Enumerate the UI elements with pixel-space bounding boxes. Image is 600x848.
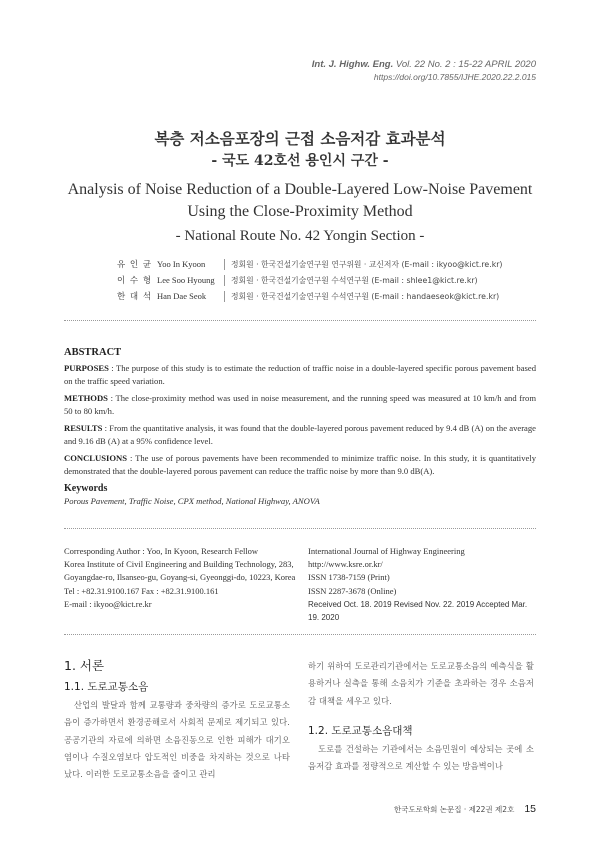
pub-dates: Received Oct. 18. 2019 Revised Nov. 22. 2019 Accepted Mar. 19. 2020 [308, 599, 528, 623]
conclusions-label: CONCLUSIONS [64, 453, 128, 463]
author-affiliation: 정회원 · 한국건설기술연구원 수석연구원 (E-mail : shlee1@kict.re.kr) [231, 275, 478, 285]
author-name-english: Lee Soo Hyoung [157, 275, 215, 285]
author-name-korean: 이 수 형 [117, 276, 153, 286]
page-number: 15 [524, 803, 536, 815]
journal-volume: Vol. 22 No. 2 : 15-22 APRIL 2020 [393, 59, 536, 70]
subtitle-english: - National Route No. 42 Yongin Section - [175, 228, 425, 244]
footer-journal: 한국도로학회 논문집 · 제22권 제2호 [393, 804, 515, 814]
abstract-methods [64, 392, 536, 418]
author-row [117, 288, 502, 304]
methods-label: METHODS [64, 393, 108, 403]
keywords-heading: Keywords [64, 483, 108, 494]
title-english-line1: Analysis of Noise Reduction of a Double-Layered Low-Noise Pavement [67, 181, 533, 198]
author-row [117, 272, 502, 288]
title-korean: 복층 저소음포장의 근접 소음저감 효과분석 [154, 129, 446, 148]
author-divider [224, 259, 225, 270]
pub-website[interactable]: http://www.ksre.or.kr/ [308, 559, 383, 570]
methods-text: : The close-proximity method was used in noise measurement, and the running speed was measured at 10 km/h and from 50 to 80 km/h. [64, 393, 536, 416]
results-text: : From the quantitative analysis, it was found that the double-layered porous pavement reduced by 9.4 dB (A) on the average and 9.16 dB (A) at a 95% confidence level. [64, 423, 536, 446]
journal-header [312, 58, 536, 84]
subsection-heading: 1.1. 도로교통소음 [64, 681, 149, 693]
body-paragraph: 산업의 발달과 함께 교통량과 중차량의 증가로 도로교통소음이 증가하면서 환경공해로서 사회적 문제로 제기되고 있다. 공공기관의 자료에 의하면 소음진동으로 인한 피해가 대기오염이나 수질오염보다 압도적인 비중을 차지하는 것으로 나타났다. 이러한 도로교통소음을 줄이고 관리 [64, 700, 290, 780]
conclusions-text: : The use of porous pavements have been recommended to minimize traffic noise. In this study, it is quantitatively demonstrated that the double-layered porous pavement can reduce the traffic noise by more than 9.0 dB(A). [64, 453, 536, 476]
author-name-english: Han Dae Seok [157, 291, 207, 301]
title-english-line2: Using the Close-Proximity Method [187, 203, 413, 220]
section-divider [64, 528, 536, 529]
author-name-english: Yoo In Kyoon [157, 259, 206, 269]
journal-citation [312, 58, 536, 71]
abstract-results [64, 422, 536, 448]
author-affiliation: 정회원 · 한국건설기술연구원 수석연구원 (E-mail : handaeseok@kict.re.kr) [231, 291, 500, 301]
corresponding-author-block [64, 545, 304, 611]
corr-line: Korea Institute of Civil Engineering and Building Technology, 283, [64, 559, 294, 570]
abstract-purposes [64, 362, 536, 388]
author-divider [224, 275, 225, 286]
subtitle-korean: - 국도 42호선 용인시 구간 - [211, 153, 389, 169]
doi-link[interactable]: https://doi.org/10.7855/IJHE.2020.22.2.015 [373, 72, 536, 82]
body-paragraph: 도로를 건설하는 기관에서는 소음민원이 예상되는 곳에 소음저감 효과를 정량적으로 계산할 수 있는 방음벽이나 [308, 743, 534, 772]
author-name-korean: 유 인 균 [117, 260, 153, 270]
pub-issn-print: ISSN 1738-7159 (Print) [308, 572, 390, 583]
corr-line: Tel : +82.31.9100.167 Fax : +82.31.9100.161 [64, 585, 219, 596]
abstract-section [64, 346, 536, 508]
page-footer [394, 803, 536, 815]
keywords-text: Porous Pavement, Traffic Noise, CPX method, National Highway, ANOVA [64, 496, 320, 506]
author-row [117, 256, 502, 272]
body-column-right [308, 658, 534, 775]
journal-name: Int. J. Highw. Eng. [311, 59, 394, 70]
subsection-heading: 1.2. 도로교통소음대책 [308, 724, 413, 737]
purposes-text: : The purpose of this study is to estimate the reduction of traffic noise in a double-layered specific porous pavement based on the traffic speed variation. [64, 363, 536, 386]
author-affiliation: 정회원 · 한국건설기술연구원 연구위원 · 교신저자 (E-mail : ikyoo@kict.re.kr) [231, 259, 503, 269]
body-column-left [64, 658, 290, 783]
author-name-korean: 한 대 석 [117, 292, 153, 302]
section-divider [64, 320, 536, 321]
section-divider [64, 634, 536, 635]
corr-email[interactable]: E-mail : ikyoo@kict.re.kr [64, 598, 152, 609]
author-list [117, 256, 502, 304]
pub-journal: International Journal of Highway Engineering [308, 546, 465, 556]
abstract-heading: ABSTRACT [64, 347, 122, 358]
corr-line: Goyangdae-ro, Ilsanseo-gu, Goyang-si, Gyeonggi-do, 10223, Korea [64, 572, 296, 583]
publication-info-block [308, 545, 538, 624]
corr-line: Corresponding Author : Yoo, In Kyoon, Research Fellow [64, 546, 259, 556]
author-divider [224, 291, 225, 302]
abstract-conclusions [64, 452, 536, 478]
purposes-label: PURPOSES [64, 363, 109, 373]
body-paragraph: 하기 위하여 도로관리기관에서는 도로교통소음의 예측식을 활용하거나 실측을 통해 소음치가 기준을 초과하는 경우 소음저감 대책을 세우고 있다. [308, 661, 534, 706]
results-label: RESULTS [64, 423, 103, 433]
section-heading: 1. 서론 [64, 658, 105, 673]
pub-issn-online: ISSN 2287-3678 (Online) [308, 585, 397, 596]
title-block [0, 128, 600, 247]
